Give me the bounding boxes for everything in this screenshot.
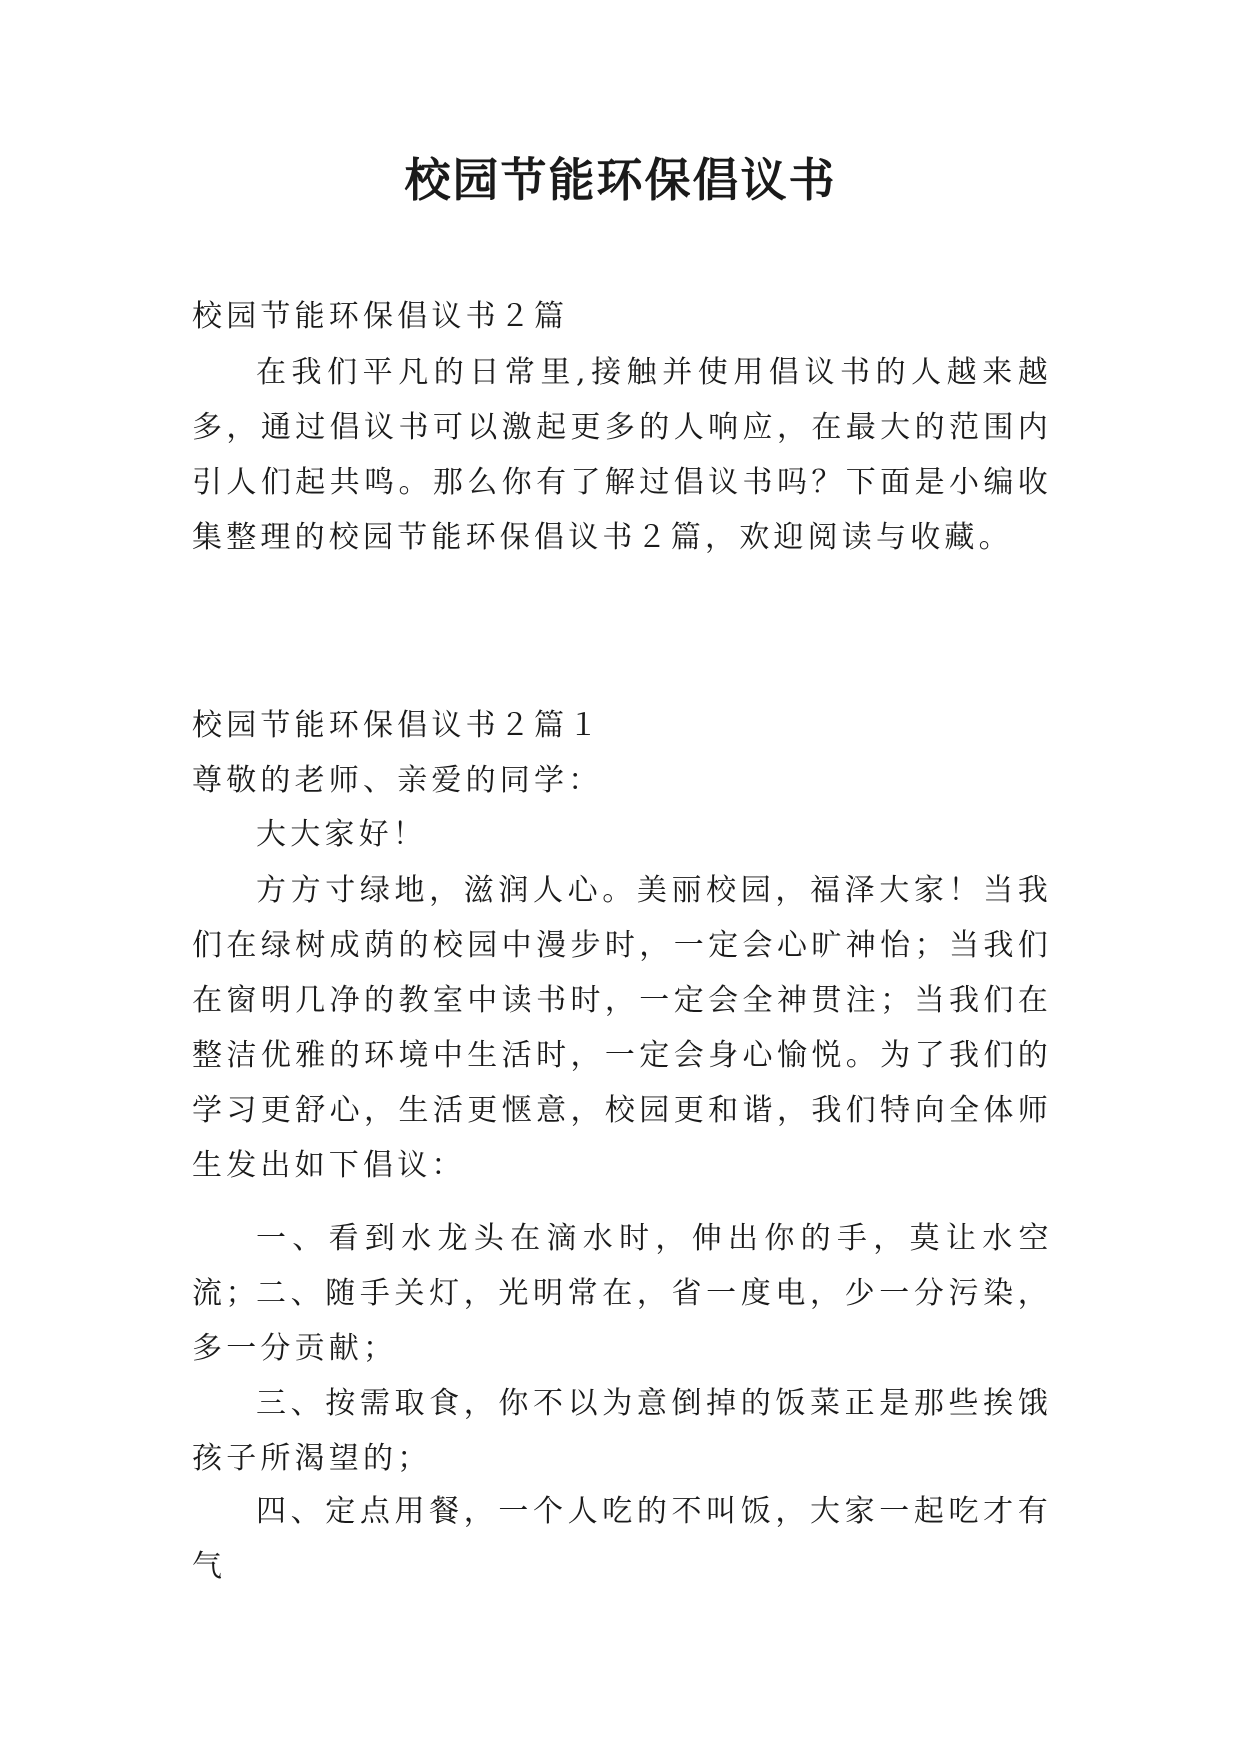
intro-paragraph: 在我们平凡的日常里,接触并使用倡议书的人越来越多，通过倡议书可以激起更多的人响应，在最大的范围内引人们起共鸣。那么你有了解过倡议书吗？下面是小编收集整理的校园节能环保倡议书２篇，欢迎阅读与收藏。 bbox=[192, 355, 1052, 555]
document-subtitle: 校园节能环保倡议书２篇 bbox=[192, 299, 569, 334]
greeting-line: 大大家好！ bbox=[256, 817, 427, 852]
proposal-item-4: 四、定点用餐，一个人吃的不叫饭，大家一起吃才有气 bbox=[192, 1494, 1052, 1584]
body-paragraph: 方方寸绿地，滋润人心。美丽校园，福泽大家！当我们在绿树成荫的校园中漫步时，一定会心旷神怡；当我们在窗明几净的教室中读书时，一定会全神贯注；当我们在整洁优雅的环境中生活时，一定会身心愉悦。为了我们的学习更舒心，生活更惬意，校园更和谐，我们特向全体师生发出如下倡议： bbox=[192, 873, 1052, 1183]
proposal-item-1: 一、看到水龙头在滴水时，伸出你的手，莫让水空流； bbox=[192, 1221, 1052, 1311]
section-title: 校园节能环保倡议书２篇１ bbox=[192, 708, 603, 743]
salutation: 尊敬的老师、亲爱的同学： bbox=[192, 763, 603, 798]
proposal-item-2: 二、随手关灯，光明常在，省一度电，少一分污染，多一分贡献； bbox=[192, 1276, 1052, 1366]
document-title: 校园节能环保倡议书 bbox=[404, 153, 837, 207]
proposal-item-3: 三、按需取食，你不以为意倒掉的饭菜正是那些挨饿孩子所渴望的； bbox=[192, 1386, 1052, 1476]
